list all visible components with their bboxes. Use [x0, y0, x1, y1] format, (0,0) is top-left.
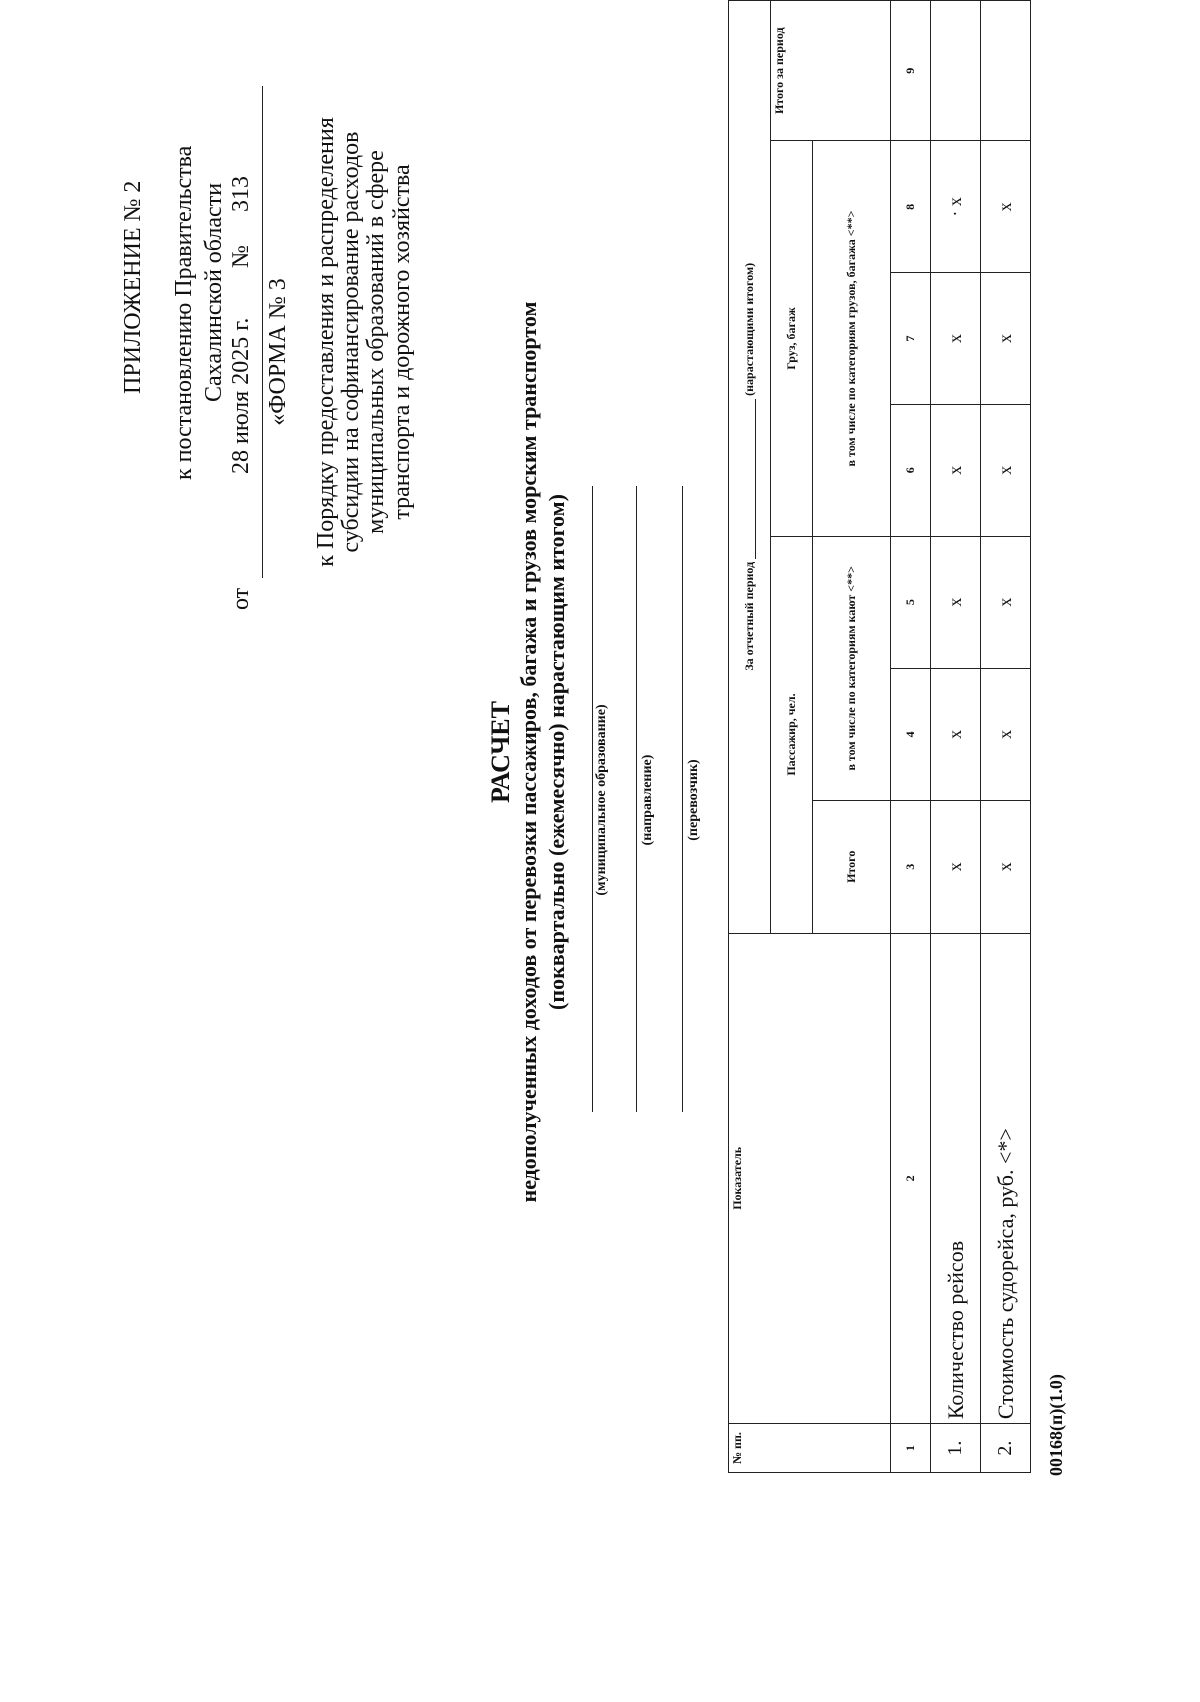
row-1-number: 1. [931, 1424, 981, 1473]
number-label: № [228, 245, 254, 268]
direction-caption: (направление) [640, 754, 655, 846]
colnum-2: 2 [891, 933, 931, 1424]
cargo-group-header: Груз, багаж [771, 141, 813, 536]
row-2-col-3: х [981, 801, 1031, 934]
passenger-group-header: Пассажир, чел. [771, 536, 813, 933]
colnum-4: 4 [891, 668, 931, 800]
colnum-7: 7 [891, 273, 931, 405]
column-number-row [891, 1, 931, 1473]
colnum-8: 8 [891, 141, 931, 273]
period-reporting: За отчетный период [741, 561, 756, 671]
carrier-line [682, 486, 683, 1112]
row-2-col-6: х [981, 404, 1031, 536]
row-2-number: 2. [981, 1424, 1031, 1473]
row-1-col-3: х [931, 801, 981, 934]
resolution-number: 313 [228, 176, 254, 212]
col-no-header: № пп. [729, 1424, 891, 1473]
municipality-caption: (муниципальное образование) [594, 704, 609, 896]
colnum-5: 5 [891, 536, 931, 668]
col-indicator-header: Показатель [729, 933, 891, 1424]
doc-title-line-1: недополученных доходов от перевозки пассажиров, багажа и грузов морским транспортом [516, 301, 541, 1203]
row-1-col-9 [931, 1, 981, 141]
cargo-categories-header: в том числе по категориям грузов, багажа <**> [813, 141, 891, 536]
form-number: «ФОРМА № 3 [265, 278, 291, 426]
header-row-1 [729, 1, 771, 1473]
colnum-3: 3 [891, 801, 931, 934]
doc-title-line-2: (поквартально (ежемесячно) нарастающим итогом) [544, 494, 569, 1010]
resolution-date: 28 июля 2025 г. [228, 317, 254, 474]
row-2-col-5: х [981, 536, 1031, 668]
period-blank-line [755, 399, 756, 559]
form-line-2: субсидии на софинансирование расходов [338, 131, 365, 553]
row-1-col-8: · х [931, 141, 981, 273]
row-1-col-7: х [931, 273, 981, 405]
calculation-table [728, 0, 1031, 1473]
form-line-1: к Порядку предоставления и распределения [313, 117, 339, 567]
cabin-categories-header: в том числе по категориям кают <**> [813, 536, 891, 801]
form-description [314, 82, 415, 602]
colnum-6: 6 [891, 404, 931, 536]
municipality-line [592, 486, 593, 1112]
row-2-col-8: х [981, 141, 1031, 273]
period-header [729, 1, 771, 934]
table-row [931, 1, 981, 1473]
colnum-9: 9 [891, 1, 931, 141]
number-underline [262, 86, 263, 236]
date-label: от [228, 587, 254, 610]
resolution-line-2: Сахалинской области [201, 182, 227, 402]
direction-line [636, 486, 637, 1112]
colnum-1: 1 [891, 1424, 931, 1473]
row-1-col-4: х [931, 668, 981, 800]
form-line-3: муниципальных образований в сфере [363, 150, 390, 534]
row-1-col-6: х [931, 404, 981, 536]
row-2-col-4: х [981, 668, 1031, 800]
date-underline [262, 228, 263, 578]
period-cumulative: (нарастающими итогом) [741, 262, 756, 396]
row-2-col-7: х [981, 273, 1031, 405]
doc-title-word: РАСЧЕТ [486, 701, 515, 803]
carrier-caption: (перевозчик) [686, 759, 701, 841]
form-line-4: транспорта и дорожного хозяйства [388, 164, 415, 520]
appendix-title: ПРИЛОЖЕНИЕ № 2 [120, 180, 146, 394]
row-1-col-5: х [931, 536, 981, 668]
table-row [981, 1, 1031, 1473]
row-1-indicator: Количество рейсов [931, 933, 981, 1424]
total-period-header: Итого за период [771, 1, 891, 141]
row-2-col-9 [981, 1, 1031, 141]
document-id: 00168(п)(1.0) [1046, 1374, 1066, 1476]
passenger-total-header: Итого [813, 801, 891, 934]
resolution-line-1: к постановлению Правительства [171, 145, 197, 480]
row-2-indicator: Стоимость судорейса, руб. <*> [981, 933, 1031, 1424]
